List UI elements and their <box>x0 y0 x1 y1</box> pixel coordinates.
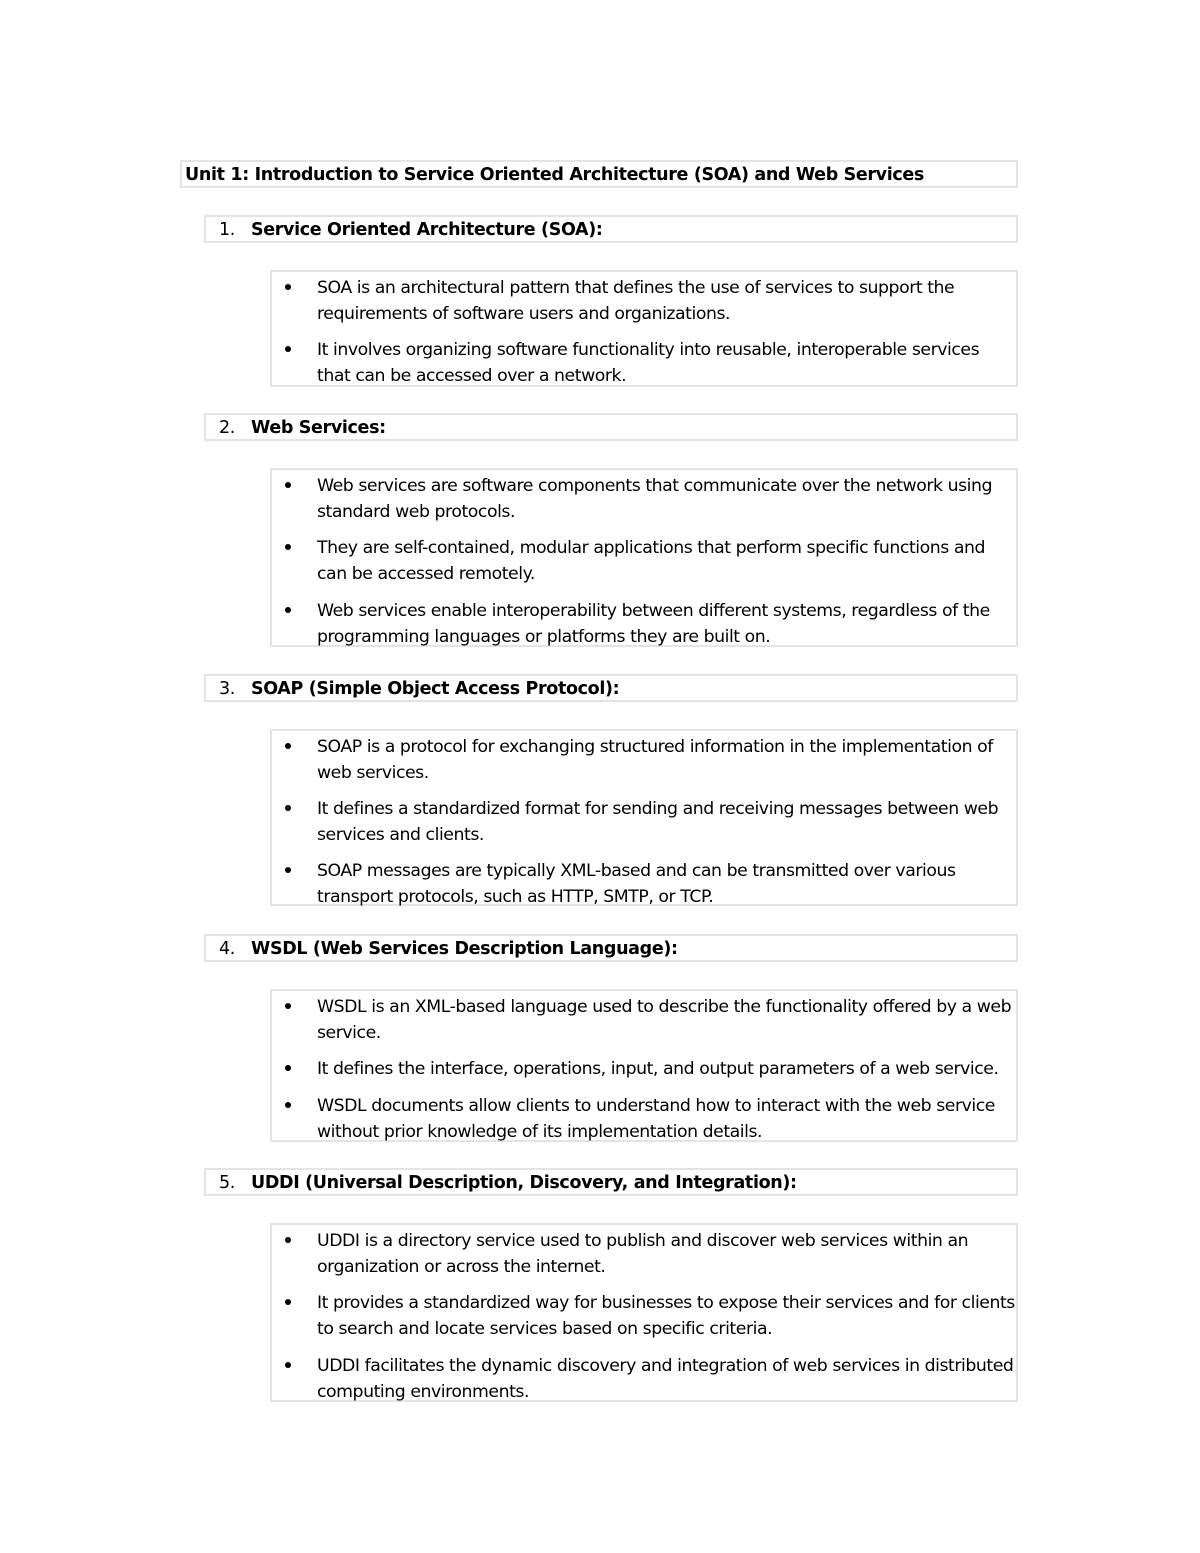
section-heading-wsdl <box>204 934 1018 962</box>
section-heading-soa <box>204 215 1018 243</box>
bullet-text: It defines the interface, operations, input, and output parameters of a web service. <box>317 1059 999 1079</box>
bullet-icon <box>285 482 291 488</box>
bullet-icon <box>285 607 291 613</box>
bullet-list-web-services <box>270 468 1018 647</box>
section-title: Web Services: <box>251 418 386 438</box>
bullet-icon <box>285 1102 291 1108</box>
bullet-text: WSDL is an XML-based language used to describe the functionality offered by a web service. <box>317 997 1012 1043</box>
bullet-icon <box>285 1003 291 1009</box>
bullet-icon <box>285 544 291 550</box>
section-number: 1. <box>219 220 235 240</box>
bullet-list-soap <box>270 729 1018 906</box>
bullet-icon <box>285 1299 291 1305</box>
bullet-icon <box>285 867 291 873</box>
section-number: 5. <box>219 1173 235 1193</box>
section-title: SOAP (Simple Object Access Protocol): <box>251 679 620 699</box>
section-title: Service Oriented Architecture (SOA): <box>251 220 603 240</box>
bullet-text: WSDL documents allow clients to understand how to interact with the web service without prior knowledge of its implementation details. <box>317 1096 995 1142</box>
bullet-text: UDDI is a directory service used to publish and discover web services within an organization or across the internet. <box>317 1231 969 1277</box>
section-heading-uddi <box>204 1168 1018 1196</box>
bullet-list-wsdl <box>270 989 1018 1142</box>
section-number: 2. <box>219 418 235 438</box>
bullet-text: SOAP messages are typically XML-based and can be transmitted over various transport protocols, such as HTTP, SMTP, or TCP. <box>317 861 956 907</box>
bullet-text: It defines a standardized format for sending and receiving messages between web services and clients. <box>317 799 999 845</box>
section-heading-web-services <box>204 413 1018 441</box>
section-heading-soap <box>204 674 1018 702</box>
bullet-icon <box>285 1362 291 1368</box>
section-number: 4. <box>219 939 235 959</box>
bullet-icon <box>285 1237 291 1243</box>
section-number: 3. <box>219 679 235 699</box>
bullet-text: It provides a standardized way for businesses to expose their services and for clients to search and locate services based on specific criteria. <box>317 1293 1015 1339</box>
bullet-text: Web services enable interoperability between different systems, regardless of the programming languages or platforms they are built on. <box>317 601 990 647</box>
bullet-icon <box>285 284 291 290</box>
bullet-text: It involves organizing software functionality into reusable, interoperable services that can be accessed over a network. <box>317 340 980 386</box>
bullet-icon <box>285 805 291 811</box>
bullet-icon <box>285 743 291 749</box>
bullet-text: They are self-contained, modular applications that perform specific functions and can be accessed remotely. <box>317 538 986 584</box>
document-title: Unit 1: Introduction to Service Oriented Architecture (SOA) and Web Services <box>180 160 1018 188</box>
bullet-text: Web services are software components that communicate over the network using standard web protocols. <box>317 476 993 522</box>
section-title: WSDL (Web Services Description Language): <box>251 939 678 959</box>
section-title: UDDI (Universal Description, Discovery, and Integration): <box>251 1173 797 1193</box>
bullet-list-uddi <box>270 1223 1018 1402</box>
bullet-list-soa <box>270 270 1018 387</box>
bullet-icon <box>285 346 291 352</box>
bullet-icon <box>285 1065 291 1071</box>
bullet-text: SOAP is a protocol for exchanging structured information in the implementation of web services. <box>317 737 993 783</box>
bullet-text: SOA is an architectural pattern that defines the use of services to support the requirements of software users and organizations. <box>317 278 955 324</box>
bullet-text: UDDI facilitates the dynamic discovery and integration of web services in distributed computing environments. <box>317 1356 1014 1402</box>
